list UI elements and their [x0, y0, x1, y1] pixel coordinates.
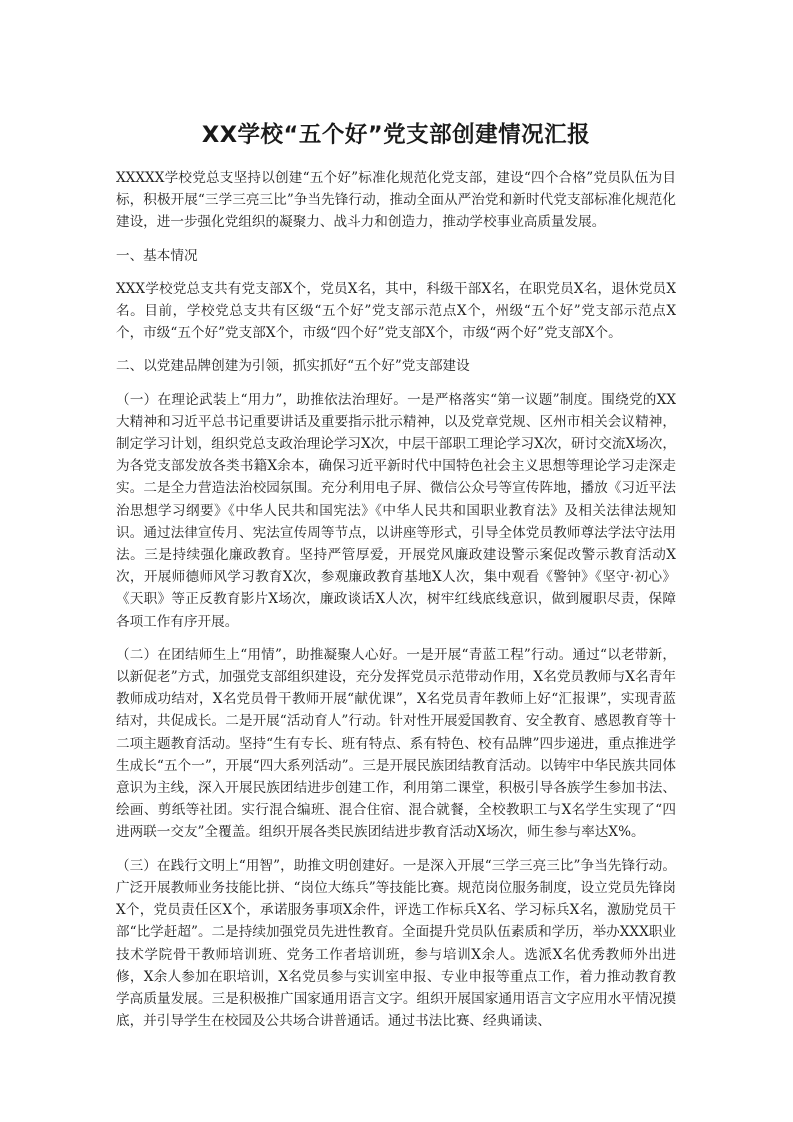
document-page [116, 118, 676, 1043]
section-heading-basic-info: 一、基本情况 [116, 247, 198, 264]
document-title: XX学校“五个好”党支部创建情况汇报 [201, 122, 591, 148]
subsection-paragraph-unity: （二）在团结师生上“用情”，助推凝聚人心好。一是开展“青蓝工程”行动。通过“以老带新，以新促老”方式，加强党支部组织建设，充分发挥党员示范带动作用，X名党员教师与X名青年教师成功结对，X名党员骨干教师开展“献优课”，X名党员青年教师上好“汇报课”，实现青蓝结对，共促成长。二是开展“活动育人”行动。针对性开展爱国教育、安全教育、感恩教育等十二项主题教育活动。坚持“生有专长、班有特点、系有特色、校有品牌”四步递进，重点推进学生成长“五个一”，开展“四大系列活动”。三是开展民族团结教育活动。以铸牢中华民族共同体意识为主线，深入开展民族团结进步创建工作，利用第二课堂，积极引导各族学生参加书法、绘画、剪纸等社团。实行混合编班、混合住宿、混合就餐，全校教职工与X名学生实现了“四进两联一交友”全覆盖。组织开展各类民族团结进步教育活动X场次，师生参与率达X%。 [116, 646, 676, 841]
intro-paragraph: XXXXX学校党总支坚持以创建“五个好”标准化规范化党支部，建设“四个合格”党员队伍为目标，积极开展“三学三亮三比”争当先锋行动，推动全面从严治党和新时代党支部标准化规范化建设，进一步强化党组织的凝聚力、战斗力和创造力，推动学校事业高质量发展。 [116, 170, 676, 231]
subsection-paragraph-civilization: （三）在践行文明上“用智”，助推文明创建好。一是深入开展“三学三亮三比”争当先锋行动。广泛开展教师业务技能比拼、“岗位大练兵”等技能比赛。规范岗位服务制度，设立党员先锋岗X个，党员责任区X个，承诺服务事项X余件，评选工作标兵X名、学习标兵X名，激励党员干部“比学赶超”。二是持续加强党员先进性教育。全面提升党员队伍素质和学历，举办XXX职业技术学院骨干教师培训班、党务工作者培训班，参与培训X余人。选派X名优秀教师外出进修，X余人参加在职培训，X名党员参与实训室申报、专业申报等重点工作，着力推动教育教学高质量发展。三是积极推广国家通用语言文字。组织开展国家通用语言文字应用水平情况摸底，并引导学生在校园及公共场合讲普通话。通过书法比赛、经典诵读、 [116, 857, 676, 1030]
basic-info-paragraph: XXX学校党总支共有党支部X个，党员X名，其中，科级干部X名，在职党员X名，退休党员X名。目前，学校党总支共有区级“五个好”党支部示范点X个，州级“五个好”党支部示范点X个，市级“五个好”党支部X个，市级“四个好”党支部X个，市级“两个好”党支部X个。 [116, 280, 676, 342]
section-heading-party-building: 二、以党建品牌创建为引领，抓实抓好“五个好”党支部建设 [116, 358, 470, 375]
subsection-paragraph-theory: （一）在理论武装上“用力”，助推依法治理好。一是严格落实“第一议题”制度。围绕党的XX大精神和习近平总书记重要讲话及重要指示批示精神，以及党章党规、区州市相关会议精神，制定学习计划，组织党总支政治理论学习X次，中层干部职工理论学习X次，研讨交流X场次，为各党支部发放各类书籍X余本，确保习近平新时代中国特色社会主义思想等理论学习走深走实。二是全力营造法治校园氛围。充分利用电子屏、微信公众号等宣传阵地，播放《习近平法治思想学习纲要》《中华人民共和国宪法》《中华人民共和国职业教育法》及相关法律法规知识。通过法律宣传月、宪法宣传周等节点，以讲座等形式，引导全体党员教师尊法学法守法用法。三是持续强化廉政教育。坚持严管厚爱，开展党风廉政建设警示案促改警示教育活动X次，开展师德师风学习教育X次，参观廉政教育基地X人次，集中观看《警钟》《坚守·初心》《天职》等正反教育影片X场次，廉政谈话X人次，树牢红线底线意识，做到履职尽责，保障各项工作有序开展。 [116, 391, 676, 630]
